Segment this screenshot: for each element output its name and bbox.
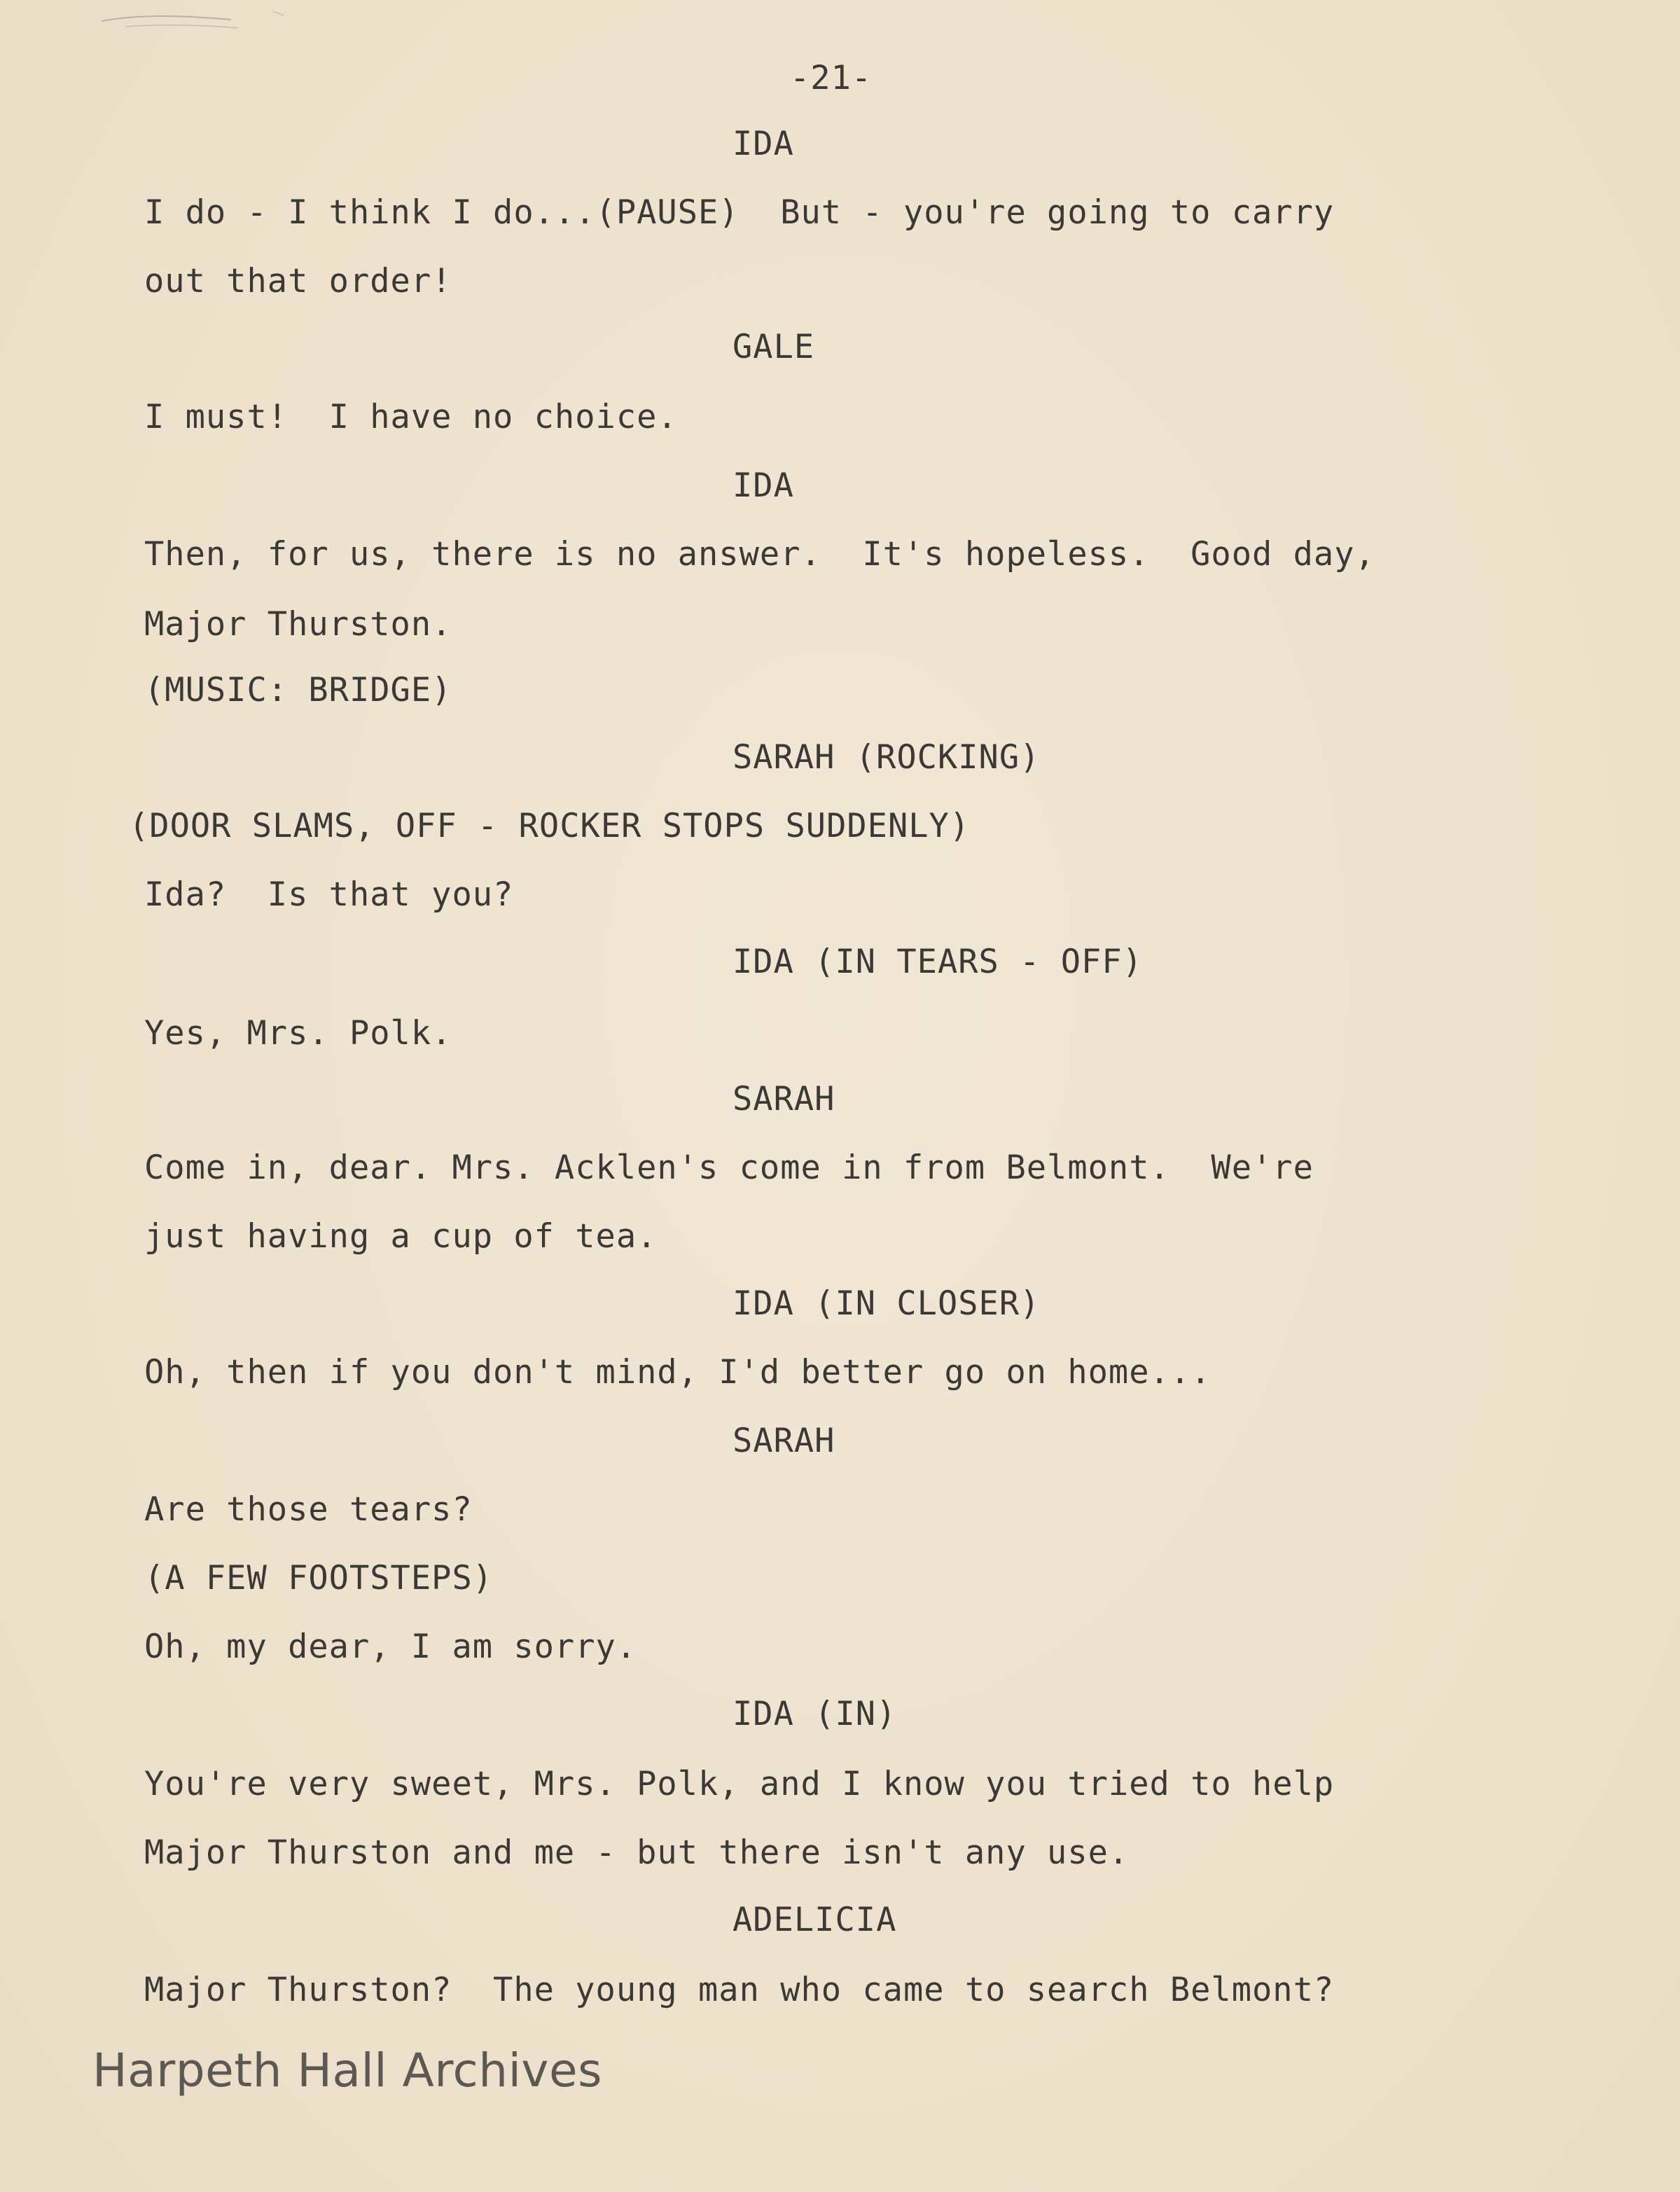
speaker-ida: IDA (IN TEARS - OFF) — [733, 943, 1143, 981]
speaker-ida: IDA — [733, 466, 794, 505]
speaker-ida: IDA — [733, 125, 794, 163]
dialogue-line: Oh, then if you don't mind, I'd better go on home... — [144, 1353, 1212, 1392]
dialogue-line: Oh, my dear, I am sorry. — [144, 1628, 637, 1666]
dialogue-line: Come in, dear. Mrs. Acklen's come in from Belmont. We're — [144, 1149, 1314, 1187]
speaker-gale: GALE — [733, 328, 815, 366]
dialogue-line: Are those tears? — [144, 1490, 473, 1529]
dialogue-line: Ida? Is that you? — [144, 875, 514, 914]
speaker-sarah: SARAH — [733, 1422, 835, 1460]
dialogue-line: Major Thurston? The young man who came to search Belmont? — [144, 1971, 1335, 2009]
archive-watermark: Harpeth Hall Archives — [92, 2044, 602, 2097]
dialogue-line: Then, for us, there is no answer. It's hopeless. Good day, — [144, 535, 1375, 574]
dialogue-line: Major Thurston and me - but there isn't any use. — [144, 1833, 1130, 1872]
dialogue-line: Major Thurston. — [144, 605, 452, 644]
speaker-ida: IDA (IN) — [733, 1695, 897, 1733]
dialogue-line: out that order! — [144, 262, 452, 300]
sound-cue: (A FEW FOOTSTEPS) — [144, 1559, 494, 1597]
speaker-adelicia: ADELICIA — [733, 1901, 897, 1939]
sound-cue: (DOOR SLAMS, OFF - ROCKER STOPS SUDDENLY) — [129, 807, 971, 845]
dialogue-line: just having a cup of tea. — [144, 1217, 658, 1256]
dialogue-line: You're very sweet, Mrs. Polk, and I know you tried to help — [144, 1765, 1335, 1803]
speaker-sarah: SARAH (ROCKING) — [733, 738, 1041, 777]
speaker-sarah: SARAH — [733, 1080, 835, 1118]
dialogue-line: Yes, Mrs. Polk. — [144, 1014, 452, 1053]
pencil-mark — [98, 6, 322, 34]
speaker-ida: IDA (IN CLOSER) — [733, 1284, 1041, 1323]
dialogue-line: I must! I have no choice. — [144, 398, 678, 436]
page-number: -21- — [790, 59, 873, 97]
dialogue-line: I do - I think I do...(PAUSE) But - you're going to carry — [144, 193, 1335, 232]
sound-cue: (MUSIC: BRIDGE) — [144, 671, 452, 709]
